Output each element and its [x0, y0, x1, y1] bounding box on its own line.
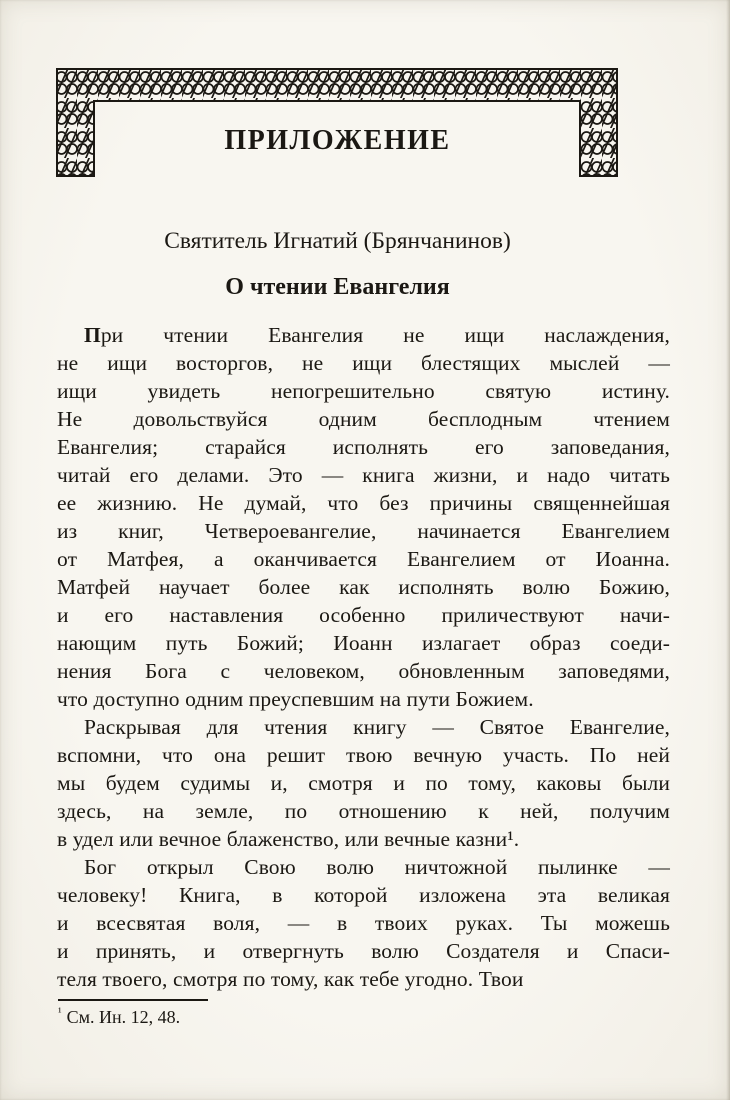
celtic-border-ornament [56, 68, 618, 177]
text-line: не ищи восторгов, не ищи блестящих мыслей — [57, 351, 670, 375]
text-line: При чтении Евангелия не ищи наслаждения, [84, 323, 670, 347]
article-title: О чтении Евангелия [225, 274, 450, 300]
text-line: нения Бога с человеком, обновленным заповедями, [57, 659, 670, 683]
page-title: ПРИЛОЖЕНИЕ [224, 125, 451, 156]
text-line: нающим путь Божий; Иоанн излагает образ соеди- [57, 631, 670, 655]
footnote-text: См. Ин. 12, 48. [66, 1007, 181, 1027]
footnote [58, 1005, 671, 1029]
body-text [57, 321, 670, 993]
text-line: Бог открыл Свою волю ничтожной пылинке — [84, 855, 670, 879]
author-line: Святитель Игнатий (Брянчанинов) [164, 228, 511, 254]
text-line: и его наставления особенно приличествуют начи- [57, 603, 670, 627]
text-line: что доступно одним преуспевшим на пути Божием. [57, 687, 534, 711]
text-line: Матфей научает более как исполнять волю Божию, [57, 575, 670, 599]
text-line: Не довольствуйся одним бесплодным чтением [57, 407, 670, 431]
text-line: Раскрывая для чтения книгу — Святое Евангелие, [84, 715, 670, 739]
text-line: мы будем судимы и, смотря и по тому, каковы были [57, 771, 670, 795]
text-line: из книг, Четвероевангелие, начинается Евангелием [57, 519, 670, 543]
scan-edge-shadow [726, 0, 730, 1100]
text-line: от Матфея, а оканчивается Евангелием от Иоанна. [57, 547, 670, 571]
paragraph [57, 321, 670, 713]
paragraph [57, 713, 670, 853]
text-line: и принять, и отвергнуть волю Создателя и Спаси- [57, 939, 670, 963]
text-line: Евангелия; старайся исполнять его заповедания, [57, 435, 670, 459]
text-line: читай его делами. Это — книга жизни, и надо читать [57, 463, 670, 487]
text-line: ищи увидеть непогрешительно святую истину. [57, 379, 670, 403]
footnote-marker: ¹ [58, 1005, 62, 1019]
text-line: здесь, на земле, по отношению к ней, получим [57, 799, 670, 823]
paragraph [57, 853, 670, 993]
text-line: теля твоего, смотря по тому, как тебе угодно. Твои [57, 967, 524, 991]
text-line: ее жизнию. Не думай, что без причины священнейшая [57, 491, 670, 515]
footnote-rule [58, 999, 208, 1001]
text-line: человеку! Книга, в которой изложена эта великая [57, 883, 670, 907]
text-line: вспомни, что она решит твою вечную участь. По ней [57, 743, 670, 767]
text-line: и всесвятая воля, — в твоих руках. Ты можешь [57, 911, 670, 935]
text-line: в удел или вечное блаженство, или вечные казни¹. [57, 827, 520, 851]
